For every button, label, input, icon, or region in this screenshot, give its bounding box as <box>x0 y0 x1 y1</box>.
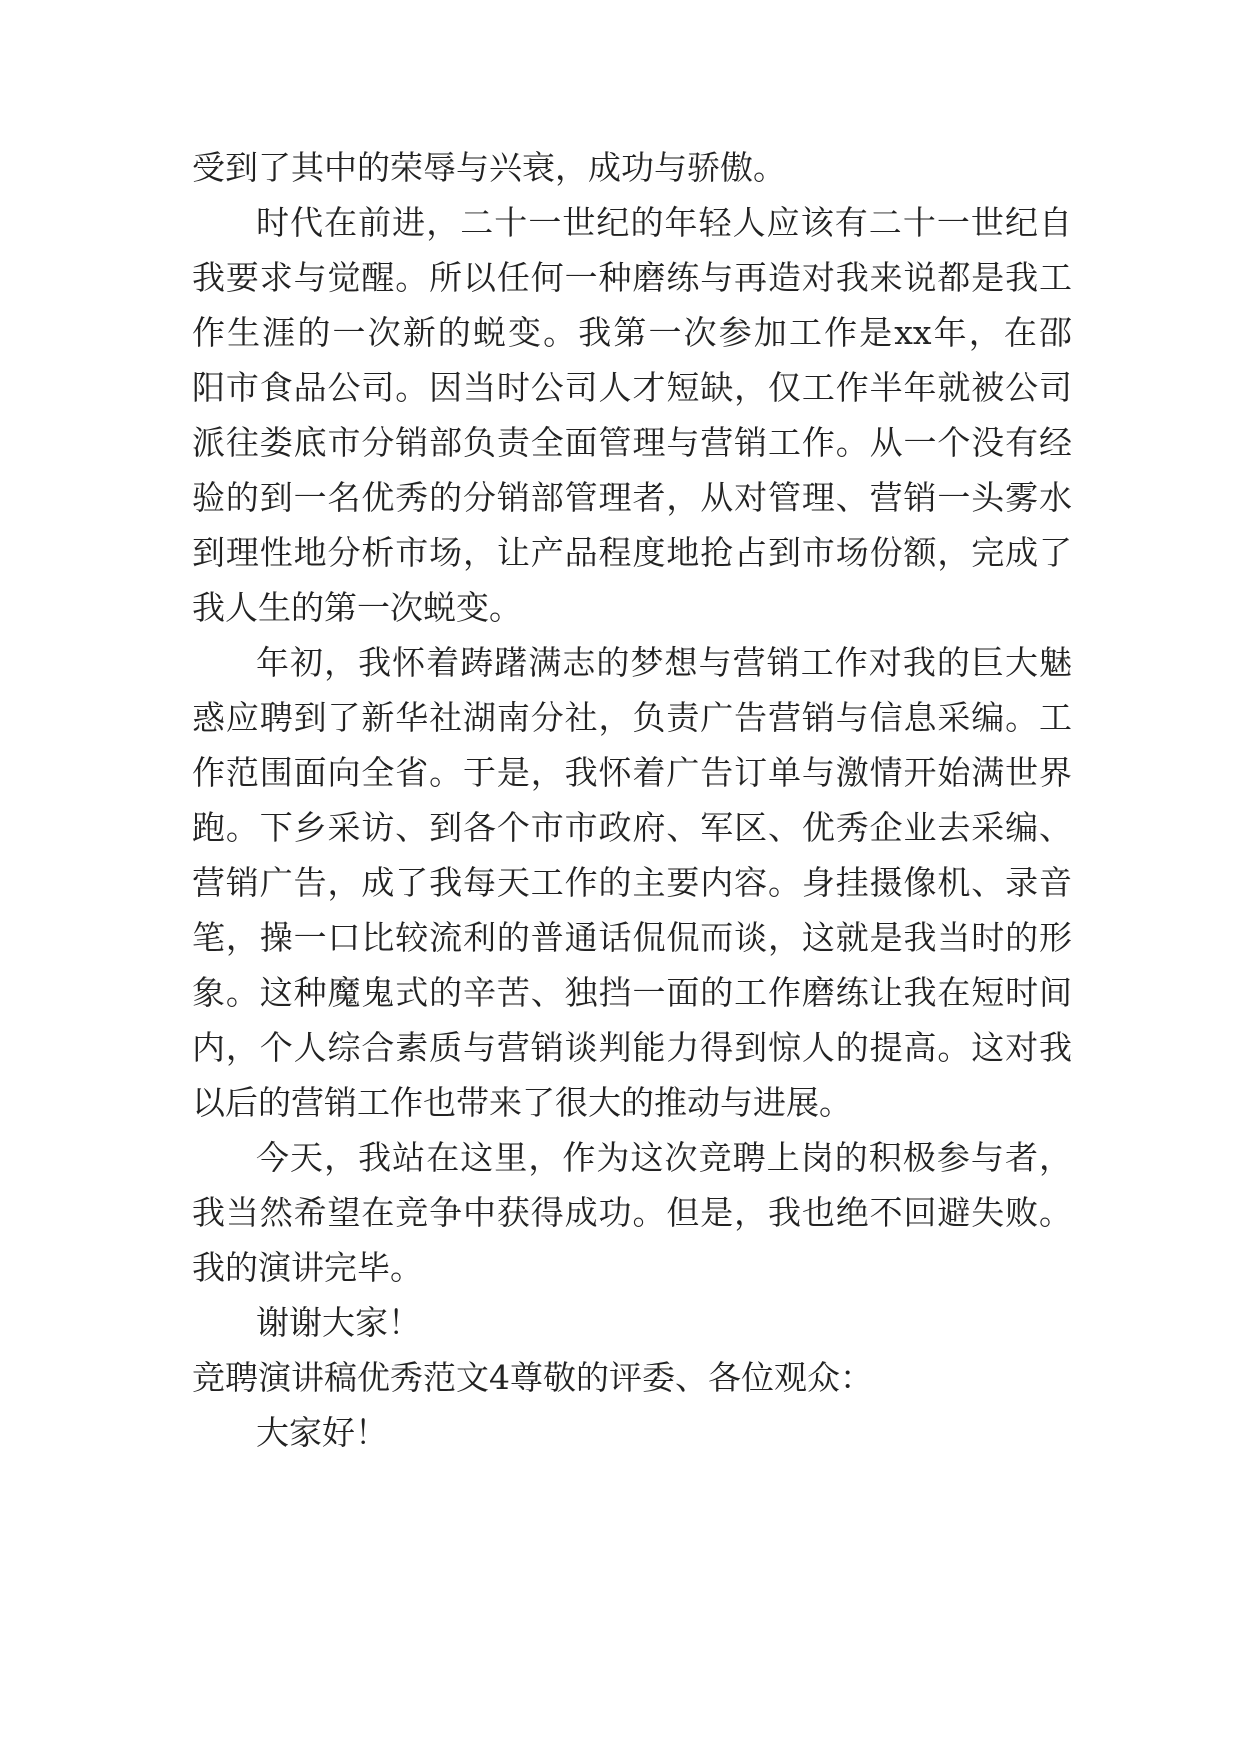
text-line: 营销广告，成了我每天工作的主要内容。身挂摄像机、录音 <box>192 863 1072 902</box>
text-line: 象。这种魔鬼式的辛苦、独挡一面的工作磨练让我在短时间 <box>192 973 1072 1012</box>
greeting-line: 大家好！ <box>256 1413 388 1452</box>
paragraph-first-line: 年初，我怀着踌躇满志的梦想与营销工作对我的巨大魅 <box>256 643 1072 682</box>
text-line: 我当然希望在竞争中获得成功。但是，我也绝不回避失败。 <box>192 1193 1072 1232</box>
paragraph-first-line: 今天，我站在这里，作为这次竞聘上岗的积极参与者， <box>256 1138 1072 1177</box>
text-line: 以后的营销工作也带来了很大的推动与进展。 <box>192 1083 852 1122</box>
text-line: 阳市食品公司。因当时公司人才短缺，仅工作半年就被公司 <box>192 368 1072 407</box>
text-line: 我要求与觉醒。所以任何一种磨练与再造对我来说都是我工 <box>192 258 1072 297</box>
thanks-line: 谢谢大家！ <box>256 1303 421 1342</box>
text-line: 作生涯的一次新的蜕变。我第一次参加工作是xx年，在邵 <box>192 313 1072 352</box>
text-line: 跑。下乡采访、到各个市市政府、军区、优秀企业去采编、 <box>192 808 1072 847</box>
text-line: 我的演讲完毕。 <box>192 1248 423 1287</box>
text-line: 惑应聘到了新华社湖南分社，负责广告营销与信息采编。工 <box>192 698 1072 737</box>
text-line: 派往娄底市分销部负责全面管理与营销工作。从一个没有经 <box>192 423 1072 462</box>
text-line: 作范围面向全省。于是，我怀着广告订单与激情开始满世界 <box>192 753 1072 792</box>
text-line: 到理性地分析市场，让产品程度地抢占到市场份额，完成了 <box>192 533 1072 572</box>
text-line: 验的到一名优秀的分销部管理者，从对管理、营销一头雾水 <box>192 478 1072 517</box>
text-line: 内，个人综合素质与营销谈判能力得到惊人的提高。这对我 <box>192 1028 1072 1067</box>
text-line: 笔，操一口比较流利的普通话侃侃而谈，这就是我当时的形 <box>192 918 1072 957</box>
text-line: 受到了其中的荣辱与兴衰，成功与骄傲。 <box>192 148 786 187</box>
text-line: 我人生的第一次蜕变。 <box>192 588 522 627</box>
section-heading: 竞聘演讲稿优秀范文4尊敬的评委、各位观众： <box>192 1358 873 1397</box>
paragraph-first-line: 时代在前进，二十一世纪的年轻人应该有二十一世纪自 <box>256 203 1072 242</box>
